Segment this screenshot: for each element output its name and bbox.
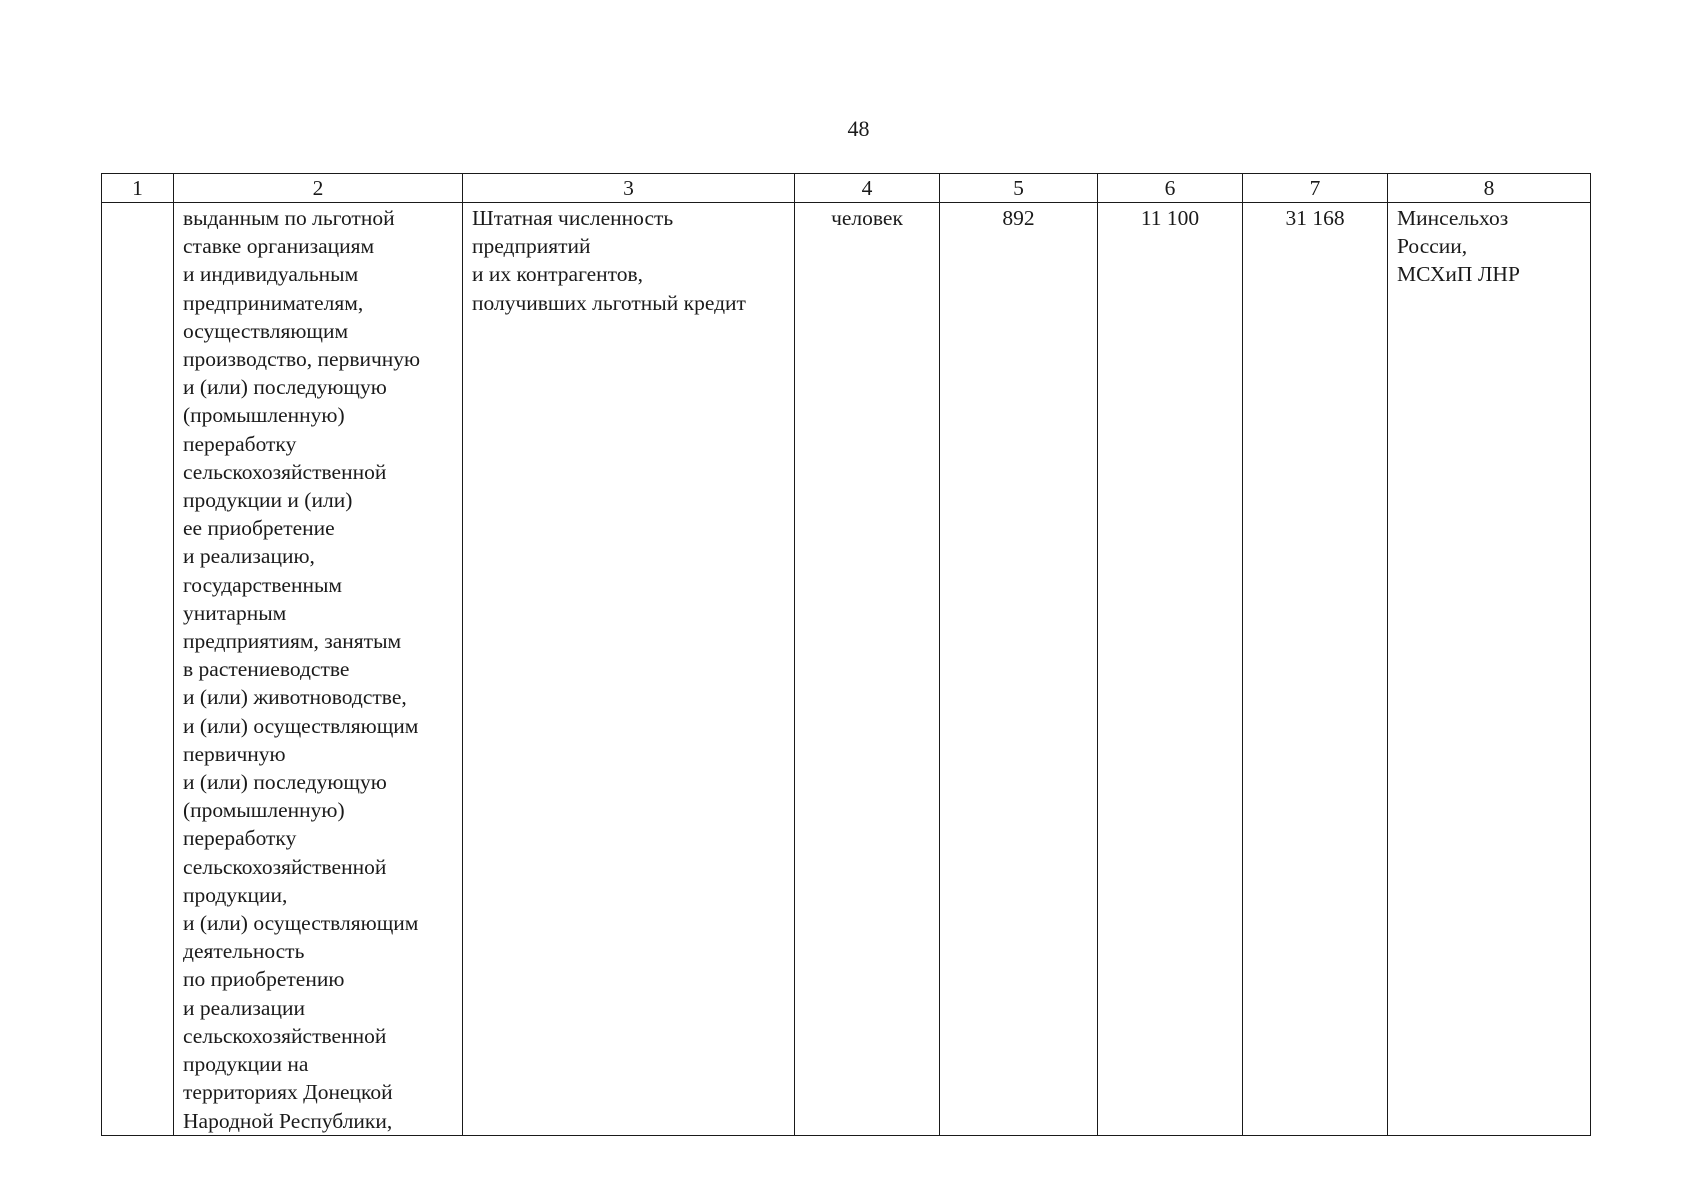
text-line: в растениеводстве [183,657,350,682]
text-line: сельскохозяйственной [183,854,387,879]
text-line: унитарным [183,600,287,625]
cell-col-8-responsible [1388,203,1591,1136]
text-line: сельскохозяйственной [183,1023,387,1048]
header-col-8: 8 [1388,174,1591,203]
text-line: по приобретению [183,967,345,992]
cell-col-7-value: 31 168 [1243,203,1388,1136]
text-line: государственным [183,572,343,597]
text-line: осуществляющим [183,318,349,343]
cell-col-4-unit: человек [795,203,940,1136]
text-line: деятельность [183,939,305,964]
text-line: первичную [183,741,286,766]
cell-col-1 [102,203,174,1136]
text-line: МСХиП ЛНР [1397,262,1520,287]
text-line: сельскохозяйственной [183,459,387,484]
text-line: предприятиям, занятым [183,629,402,654]
text-line: производство, первичную [183,347,421,372]
cell-col-6-value: 11 100 [1098,203,1243,1136]
responsible-lines [1397,204,1586,289]
page-number: 48 [847,116,870,141]
data-table [101,173,1591,1136]
cell-col-5-value: 892 [940,203,1098,1136]
cell-col-2-description [174,203,463,1136]
header-col-1: 1 [102,174,174,203]
table-row [102,203,1591,1136]
text-line: и их контрагентов, [472,262,644,287]
text-line: России, [1397,234,1468,259]
text-line: продукции на [183,1052,309,1077]
text-line: переработку [183,826,297,851]
text-line: и (или) осуществляющим [183,713,419,738]
text-line: предприятий [472,234,591,259]
text-line: выданным по льготной [183,206,395,230]
text-line: продукции, [183,882,288,907]
text-line: получивших льготный кредит [472,290,746,315]
header-col-5: 5 [940,174,1098,203]
table-header-row [102,174,1591,203]
text-line: Штатная численность [472,206,674,230]
text-line: и (или) осуществляющим [183,911,419,936]
text-line: ее приобретение [183,516,335,541]
text-line: Минсельхоз [1397,206,1509,230]
text-line: и реализацию, [183,544,315,569]
text-line: переработку [183,431,297,456]
text-line: и (или) животноводстве, [183,685,407,710]
text-line: предпринимателям, [183,290,364,315]
text-line: и индивидуальным [183,262,359,287]
cell-col-3-indicator [463,203,795,1136]
indicator-lines [472,204,790,317]
header-col-4: 4 [795,174,940,203]
text-line: продукции и (или) [183,488,353,513]
header-col-3: 3 [463,174,795,203]
text-line: и реализации [183,995,305,1020]
header-col-6: 6 [1098,174,1243,203]
text-line: (промышленную) [183,798,345,823]
text-line: территориях Донецкой [183,1080,393,1105]
text-line: ставке организациям [183,234,375,259]
text-line: и (или) последующую [183,770,387,795]
text-line: (промышленную) [183,403,345,428]
header-col-7: 7 [1243,174,1388,203]
header-col-2: 2 [174,174,463,203]
text-line: и (или) последующую [183,375,387,400]
text-line: Народной Республики, [183,1108,393,1133]
description-lines [183,204,458,1135]
